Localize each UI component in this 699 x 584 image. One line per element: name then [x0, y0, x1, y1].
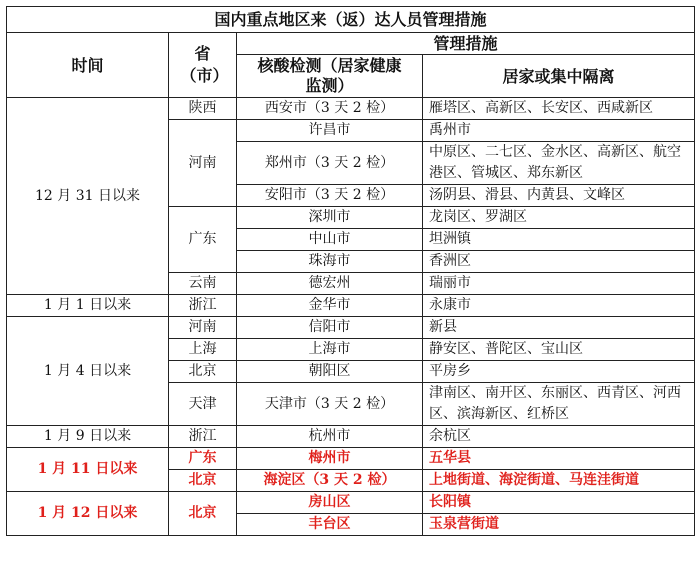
cell-isolation: 龙岗区、罗湖区	[423, 207, 695, 229]
cell-isolation: 汤阴县、滑县、内黄县、文峰区	[423, 185, 695, 207]
cell-time: 1 月 9 日以来	[7, 426, 169, 448]
cell-isolation: 五华县	[423, 448, 695, 470]
cell-province: 浙江	[169, 426, 237, 448]
cell-province: 河南	[169, 317, 237, 339]
cell-province: 上海	[169, 339, 237, 361]
cell-test: 中山市	[237, 229, 423, 251]
cell-test: 德宏州	[237, 273, 423, 295]
header-province	[169, 33, 237, 98]
cell-isolation: 津南区、南开区、东丽区、西青区、河西区、滨海新区、红桥区	[423, 383, 695, 426]
cell-province: 广东	[169, 207, 237, 273]
title-row	[7, 7, 695, 33]
cell-province: 河南	[169, 120, 237, 207]
cell-time: 1 月 1 日以来	[7, 295, 169, 317]
table-row	[7, 448, 695, 470]
cell-isolation: 中原区、二七区、金水区、高新区、航空港区、管城区、郑东新区	[423, 142, 695, 185]
table-row	[7, 426, 695, 448]
cell-isolation: 静安区、普陀区、宝山区	[423, 339, 695, 361]
cell-province: 北京	[169, 470, 237, 492]
header-time: 时间	[7, 33, 169, 98]
cell-isolation: 余杭区	[423, 426, 695, 448]
measures-table	[6, 6, 695, 536]
header-province-text: 省（市）	[180, 44, 229, 85]
cell-isolation: 上地街道、海淀街道、马连洼街道	[423, 470, 695, 492]
cell-test: 安阳市（3 天 2 检）	[237, 185, 423, 207]
table-row	[7, 492, 695, 514]
cell-isolation: 永康市	[423, 295, 695, 317]
cell-test: 上海市	[237, 339, 423, 361]
cell-isolation: 玉泉营街道	[423, 514, 695, 536]
cell-test: 梅州市	[237, 448, 423, 470]
cell-isolation: 雁塔区、高新区、长安区、西咸新区	[423, 98, 695, 120]
cell-isolation: 新县	[423, 317, 695, 339]
table-title: 国内重点地区来（返）达人员管理措施	[7, 7, 695, 33]
cell-isolation: 坦洲镇	[423, 229, 695, 251]
cell-isolation: 瑞丽市	[423, 273, 695, 295]
cell-province: 陕西	[169, 98, 237, 120]
cell-test: 深圳市	[237, 207, 423, 229]
header-row-1	[7, 33, 695, 55]
cell-province: 天津	[169, 383, 237, 426]
table-body	[7, 7, 695, 536]
cell-province: 广东	[169, 448, 237, 470]
cell-test: 许昌市	[237, 120, 423, 142]
cell-test: 金华市	[237, 295, 423, 317]
cell-isolation: 香洲区	[423, 251, 695, 273]
cell-time: 1 月 11 日以来	[7, 448, 169, 492]
header-test-text: 核酸检测（居家健康监测）	[257, 56, 402, 95]
cell-province: 北京	[169, 492, 237, 536]
cell-test: 天津市（3 天 2 检）	[237, 383, 423, 426]
cell-time: 12 月 31 日以来	[7, 98, 169, 295]
cell-test: 珠海市	[237, 251, 423, 273]
table-row	[7, 98, 695, 120]
cell-time: 1 月 4 日以来	[7, 317, 169, 426]
cell-test: 海淀区（3 天 2 检）	[237, 470, 423, 492]
header-test	[237, 55, 423, 98]
cell-isolation: 禹州市	[423, 120, 695, 142]
header-isolation: 居家或集中隔离	[423, 55, 695, 98]
cell-test: 朝阳区	[237, 361, 423, 383]
measures-table-wrapper	[6, 6, 695, 536]
cell-test: 杭州市	[237, 426, 423, 448]
cell-time: 1 月 12 日以来	[7, 492, 169, 536]
table-row	[7, 317, 695, 339]
cell-test: 信阳市	[237, 317, 423, 339]
cell-province: 浙江	[169, 295, 237, 317]
cell-test: 西安市（3 天 2 检）	[237, 98, 423, 120]
table-row	[7, 295, 695, 317]
header-measures: 管理措施	[237, 33, 695, 55]
cell-isolation: 平房乡	[423, 361, 695, 383]
cell-test: 郑州市（3 天 2 检）	[237, 142, 423, 185]
cell-test: 房山区	[237, 492, 423, 514]
cell-isolation: 长阳镇	[423, 492, 695, 514]
cell-province: 云南	[169, 273, 237, 295]
cell-province: 北京	[169, 361, 237, 383]
cell-test: 丰台区	[237, 514, 423, 536]
